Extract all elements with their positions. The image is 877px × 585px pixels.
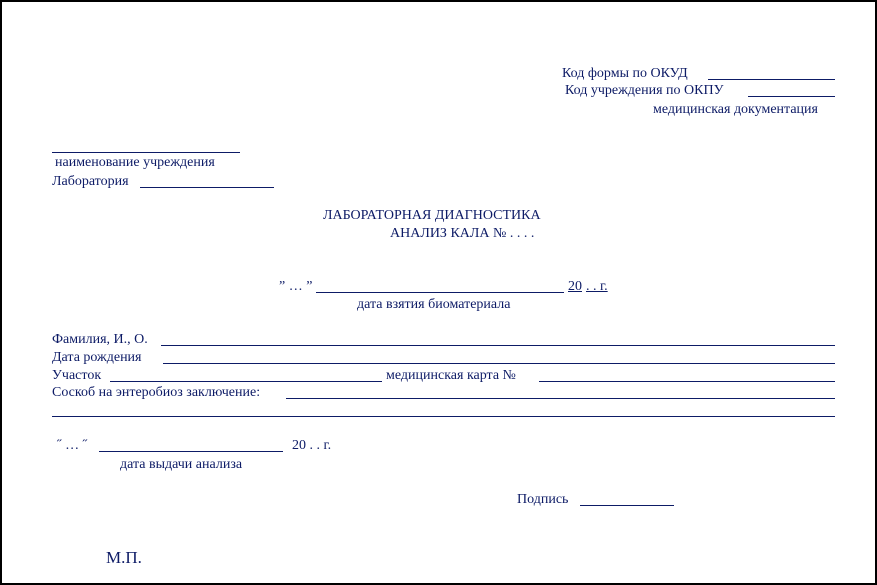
title-line-2: АНАЛИЗ КАЛА № . . . . xyxy=(390,226,535,241)
issue-year: 20 . . г. xyxy=(292,438,332,453)
sample-day: ” … ” xyxy=(279,279,313,294)
institution-name-field[interactable] xyxy=(52,152,240,153)
patient-name-field[interactable] xyxy=(161,345,835,346)
doc-type-label: медицинская документация xyxy=(653,102,818,117)
institution-name-caption: наименование учреждения xyxy=(55,155,215,170)
enterobiosis-label: Соскоб на энтеробиоз заключение: xyxy=(52,385,261,400)
sample-date-caption: дата взятия биоматериала xyxy=(357,297,511,312)
signature-label: Подпись xyxy=(517,492,569,507)
enterobiosis-field[interactable] xyxy=(286,398,835,399)
laboratory-field[interactable] xyxy=(140,187,274,188)
stamp-label: М.П. xyxy=(106,548,142,567)
patient-name-label: Фамилия, И., О. xyxy=(52,332,148,347)
issue-month-field[interactable] xyxy=(99,451,283,452)
medical-card-field[interactable] xyxy=(539,381,835,382)
enterobiosis-field-continuation[interactable] xyxy=(52,416,835,417)
laboratory-label: Лаборатория xyxy=(52,174,129,189)
sample-month-field[interactable] xyxy=(316,292,564,293)
okud-field[interactable] xyxy=(708,79,835,80)
okpu-label: Код учреждения по ОКПУ xyxy=(565,83,724,98)
sample-year-prefix: 20 xyxy=(568,279,582,294)
birth-date-field[interactable] xyxy=(163,363,835,364)
okpu-field[interactable] xyxy=(748,96,835,97)
issue-day: ˝ … ˝ xyxy=(57,438,88,453)
district-field[interactable] xyxy=(110,381,382,382)
signature-field[interactable] xyxy=(580,505,674,506)
birth-date-label: Дата рождения xyxy=(52,350,142,365)
okud-label: Код формы по ОКУД xyxy=(562,66,688,81)
district-label: Участок xyxy=(52,368,102,383)
sample-year-suffix: . . г. xyxy=(586,279,608,294)
medical-card-label: медицинская карта № xyxy=(386,368,516,383)
title-line-1: ЛАБОРАТОРНАЯ ДИАГНОСТИКА xyxy=(323,208,541,223)
issue-date-caption: дата выдачи анализа xyxy=(120,457,243,472)
